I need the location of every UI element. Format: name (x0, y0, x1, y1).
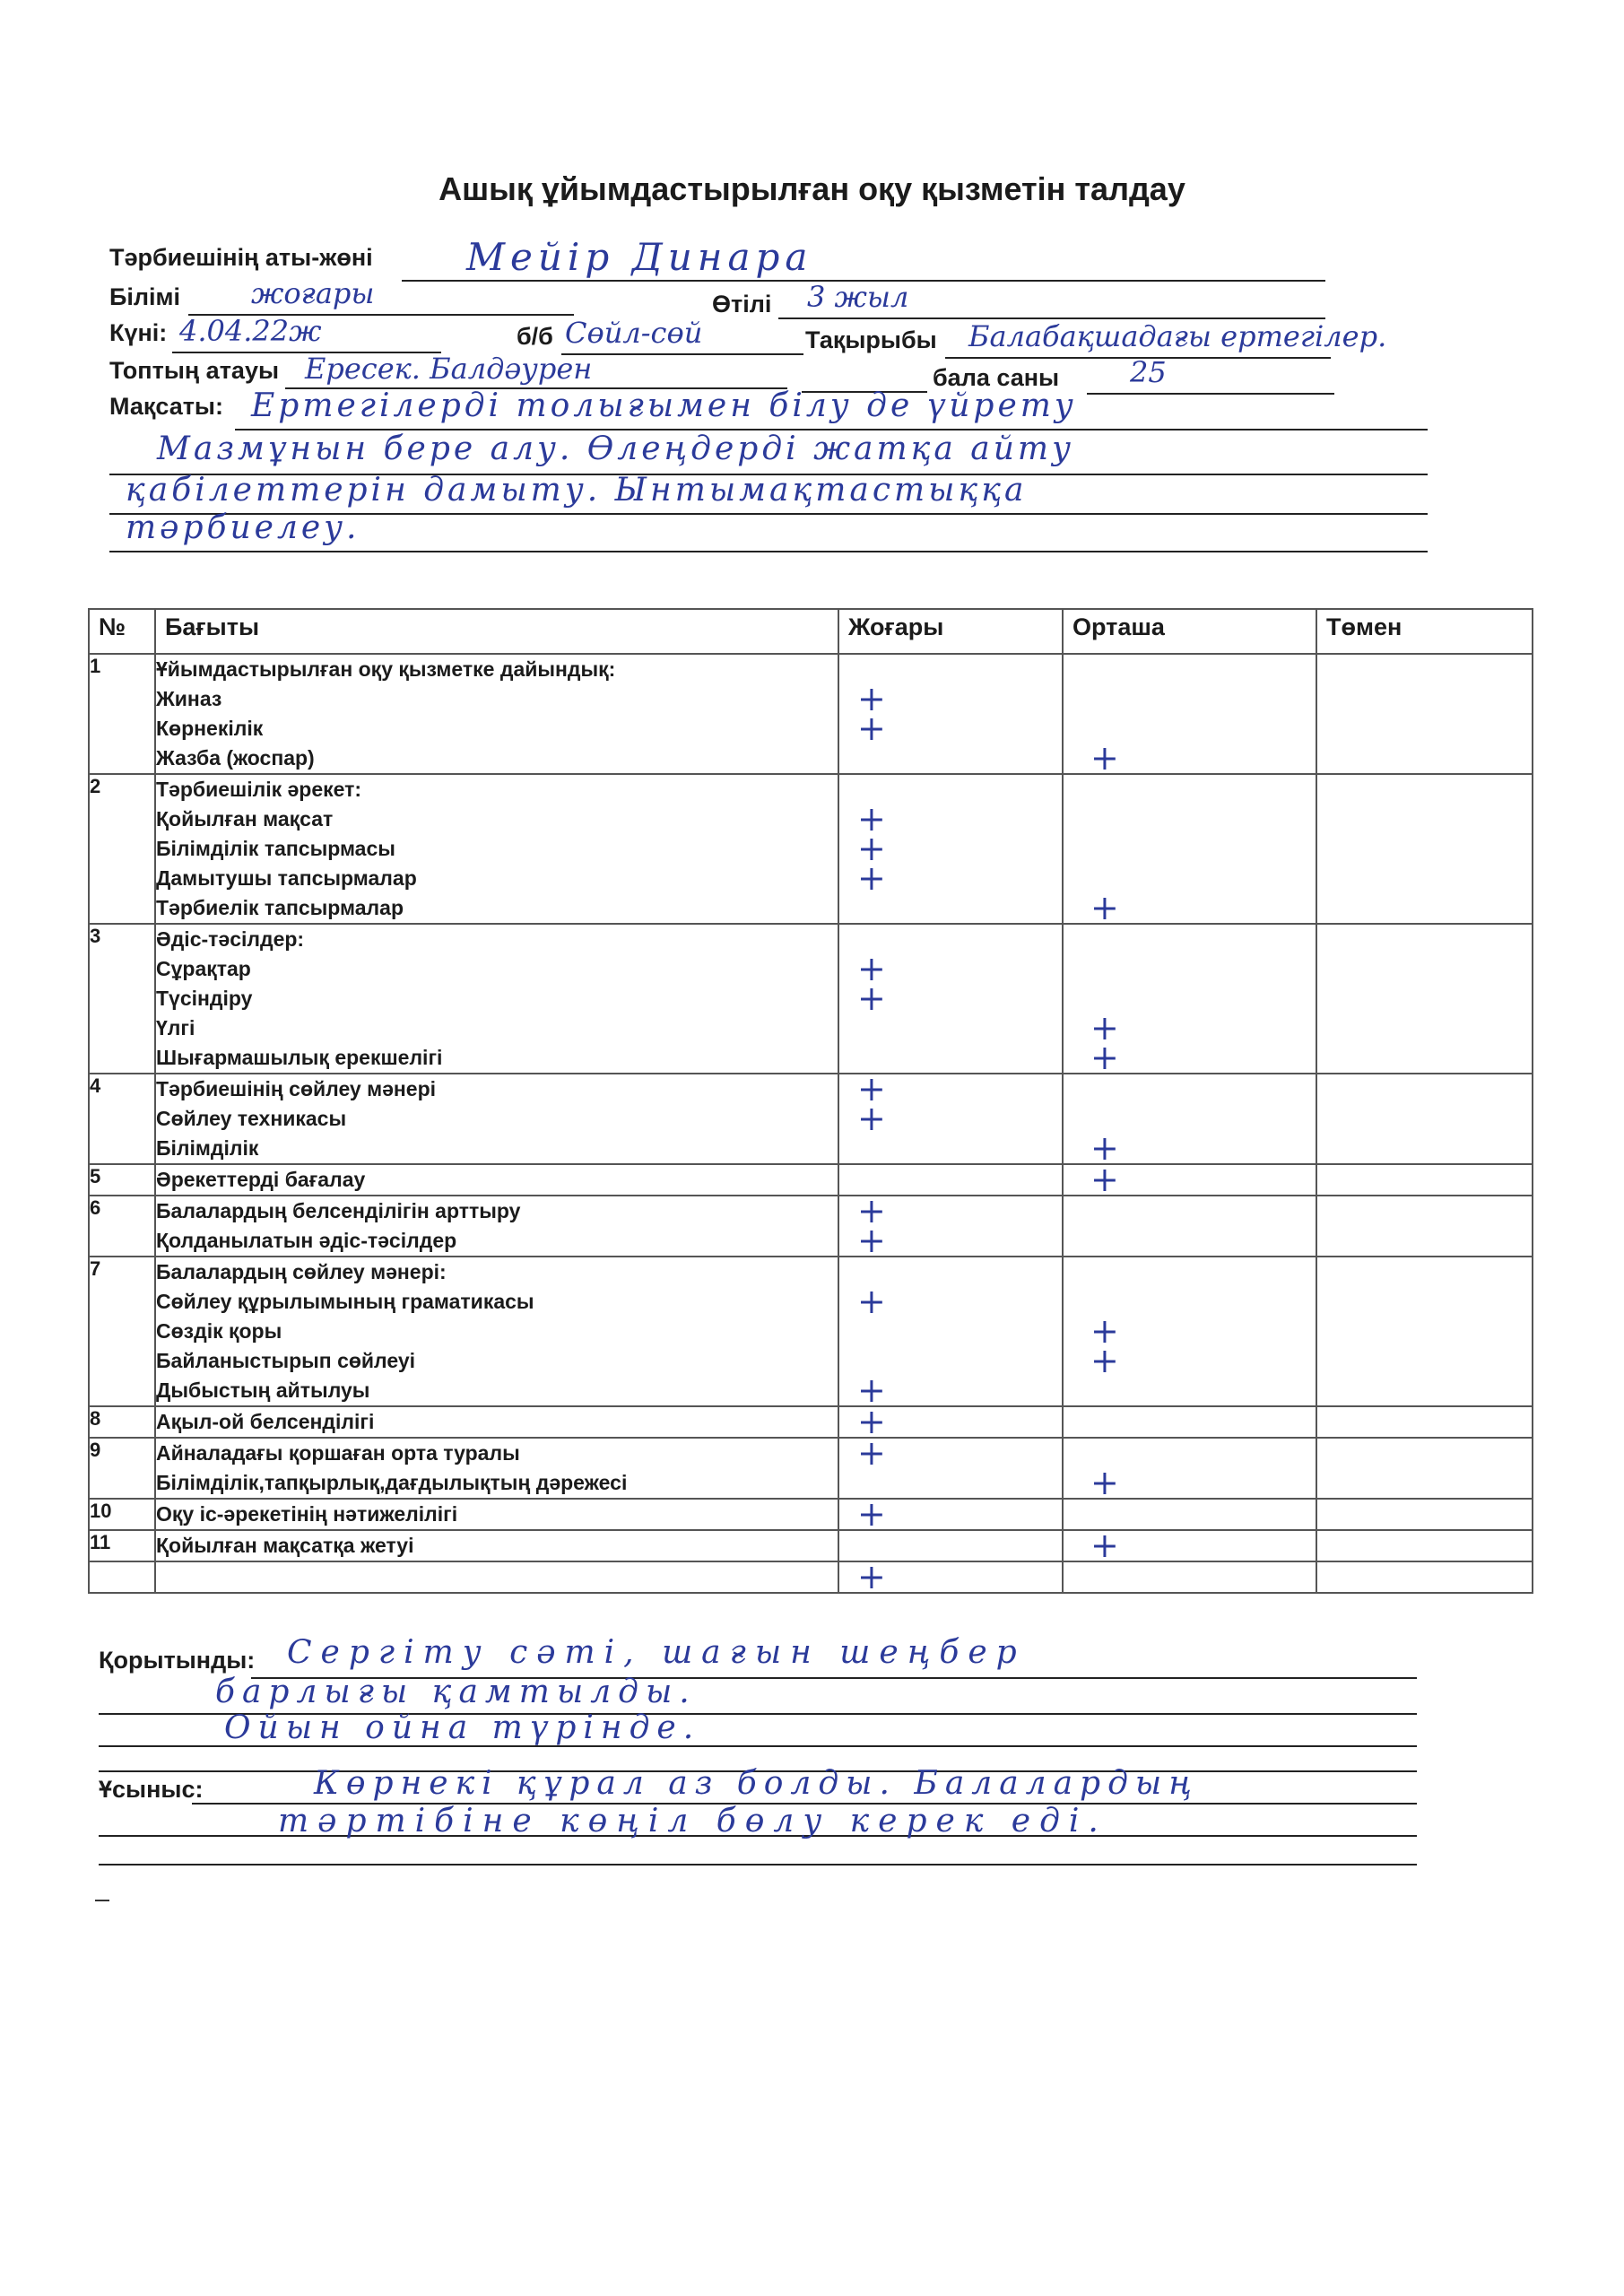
check-mark: + (857, 1069, 886, 1109)
direction-heading: Айналадағы қоршаған орта туралы (156, 1441, 520, 1465)
low-mark-cell (1316, 774, 1533, 924)
check-mark (1064, 684, 1316, 714)
row-number: 8 (89, 1406, 155, 1438)
area-label: б/б (517, 323, 553, 350)
check-mark: + (857, 799, 886, 839)
evaluation-table (88, 608, 1533, 1594)
check-mark (1064, 1074, 1316, 1104)
row-direction (155, 1257, 838, 1406)
check-mark (1064, 1562, 1316, 1592)
check-mark: + (857, 949, 886, 988)
header-direction: Бағыты (155, 609, 838, 654)
high-mark-cell (838, 1257, 1063, 1410)
low-mark-cell (1316, 1074, 1533, 1164)
date-label: Күні: (109, 319, 168, 346)
check-mark (1064, 775, 1316, 804)
header-high: Жоғары (838, 609, 1063, 654)
check-mark (1064, 1257, 1316, 1287)
high-mark-cell (838, 1433, 1063, 1499)
check-mark: + (1090, 1008, 1119, 1048)
check-mark: + (857, 679, 886, 718)
count-label: бала саны (933, 364, 1060, 391)
direction-heading: Оқу іс-әрекетінің нәтижелілігі (156, 1502, 458, 1526)
check-mark: + (857, 1402, 886, 1441)
date-value: 4.04.22ж (179, 314, 322, 348)
high-mark-cell (838, 924, 1063, 1074)
header-medium: Орташа (1063, 609, 1316, 654)
goal-line-2: Мазмұнын бере алу. Өлеңдерді жатқа айту (157, 430, 1074, 467)
direction-item: Тәрбиелік тапсырмалар (156, 896, 404, 919)
row-number: 6 (89, 1196, 155, 1257)
table-row (89, 1499, 1533, 1530)
medium-mark-cell (1063, 1196, 1316, 1257)
table-row (89, 1257, 1533, 1406)
medium-mark-cell (1063, 1526, 1316, 1565)
direction-item: Қойылған мақсат (156, 807, 334, 831)
margin-dash (95, 1900, 109, 1901)
group-value: Ересек. Балдәурен (305, 352, 593, 386)
suggestion-line-1: Көрнекі құрал аз болды. Балалардың (314, 1765, 1199, 1802)
check-mark: + (857, 829, 886, 868)
direction-item: Білімділік,тапқырлық,дағдылықтың дәрежесі (156, 1471, 628, 1494)
check-mark: + (857, 1557, 886, 1596)
topic-label: Тақырыбы (805, 326, 937, 353)
check-mark (1064, 1407, 1316, 1437)
table-row (89, 1164, 1533, 1196)
row-direction (155, 1499, 838, 1530)
check-mark: + (1090, 1160, 1119, 1199)
check-mark: + (857, 858, 886, 898)
goal-line-1: Ертегілерді толығымен білу де үйрету (251, 387, 1077, 424)
direction-item: Жазба (жоспар) (156, 746, 315, 770)
low-mark-cell (1316, 1530, 1533, 1561)
check-mark: + (857, 709, 886, 748)
row-number: 2 (89, 774, 155, 924)
check-mark: + (857, 1433, 886, 1473)
high-mark-cell (838, 1494, 1063, 1534)
high-mark-cell (838, 654, 1063, 774)
table-row (89, 1196, 1533, 1257)
check-mark: + (1090, 1526, 1119, 1565)
goal-line-4: тәрбиелеу. (126, 509, 360, 546)
row-direction (155, 654, 838, 774)
row-direction (155, 1561, 838, 1593)
direction-heading: Қойылған мақсатқа жетуі (156, 1534, 414, 1557)
teacher-value: Мейір Динара (466, 235, 813, 279)
medium-mark-cell (1063, 1074, 1316, 1168)
check-mark: + (1090, 1311, 1119, 1351)
direction-heading: Тәрбиешілік әрекет: (156, 778, 362, 801)
header-low: Төмен (1316, 609, 1533, 654)
header-number: № (89, 609, 155, 654)
table-row (89, 924, 1533, 1074)
check-mark (1064, 655, 1316, 684)
table-row (89, 1438, 1533, 1499)
table-body (89, 654, 1533, 1596)
row-direction (155, 1406, 838, 1438)
table-row (89, 774, 1533, 924)
high-mark-cell (838, 1557, 1063, 1596)
table-row (89, 1530, 1533, 1561)
low-mark-cell (1316, 1561, 1533, 1593)
direction-item: Сөйлеу құрылымының граматикасы (156, 1290, 534, 1313)
high-mark-cell (838, 774, 1063, 924)
conclusion-line-3: Ойын ойна түрінде. (224, 1709, 701, 1746)
direction-item: Сұрақтар (156, 957, 251, 980)
row-number (89, 1561, 155, 1593)
teacher-label: Тәрбиешінің аты-жөні (109, 244, 373, 271)
row-number: 9 (89, 1438, 155, 1499)
row-direction (155, 1164, 838, 1196)
direction-item: Сөйлеу техникасы (156, 1107, 347, 1130)
direction-heading: Әрекеттерді бағалау (156, 1168, 366, 1191)
medium-mark-cell (1063, 1438, 1316, 1502)
direction-heading: Ұйымдастырылған оқу қызметке дайындық: (156, 657, 616, 681)
table-row (89, 1561, 1533, 1593)
area-underline (561, 353, 803, 355)
low-mark-cell (1316, 1406, 1533, 1438)
table-row (89, 654, 1533, 774)
suggestion-label: Ұсыныс: (99, 1776, 204, 1803)
check-mark (1064, 834, 1316, 864)
medium-mark-cell (1063, 924, 1316, 1077)
suggestion-underline-3 (99, 1864, 1417, 1866)
check-mark: + (857, 1191, 886, 1231)
low-mark-cell (1316, 654, 1533, 774)
table-row (89, 1406, 1533, 1438)
check-mark (1064, 804, 1316, 834)
low-mark-cell (1316, 1499, 1533, 1530)
goal-underline-4 (109, 551, 1428, 552)
direction-item: Сөздік қоры (156, 1319, 282, 1343)
table-header-row (89, 609, 1533, 654)
check-mark: + (1090, 888, 1119, 927)
row-number: 1 (89, 654, 155, 774)
experience-label: Өтілі (712, 291, 772, 317)
table-row (89, 1074, 1533, 1164)
conclusion-line-1: Сергіту сәті, шағын шеңбер (287, 1634, 1026, 1671)
medium-mark-cell (1063, 1257, 1316, 1406)
direction-item: Шығармашылық ерекшелігі (156, 1046, 443, 1069)
check-mark: + (1090, 738, 1119, 778)
check-mark (1064, 1196, 1316, 1226)
direction-item: Жиназ (156, 687, 222, 710)
check-mark (1064, 925, 1316, 954)
direction-item: Көрнекілік (156, 717, 264, 740)
check-mark: + (857, 978, 886, 1018)
row-direction (155, 1530, 838, 1561)
direction-item: Білімділік тапсырмасы (156, 837, 395, 860)
low-mark-cell (1316, 1196, 1533, 1257)
count-underline (1087, 393, 1334, 395)
row-direction (155, 1074, 838, 1164)
check-mark (1064, 954, 1316, 984)
check-mark: + (857, 1370, 886, 1410)
check-mark: + (1090, 1341, 1119, 1380)
high-mark-cell (838, 1191, 1063, 1260)
row-number: 11 (89, 1530, 155, 1561)
check-mark: + (1090, 1463, 1119, 1502)
row-direction (155, 774, 838, 924)
medium-mark-cell (1063, 654, 1316, 778)
low-mark-cell (1316, 924, 1533, 1074)
low-mark-cell (1316, 1438, 1533, 1499)
count-value: 25 (1130, 355, 1167, 389)
conclusion-label: Қорытынды: (99, 1647, 256, 1674)
check-mark: + (1090, 1128, 1119, 1168)
check-mark: + (857, 1221, 886, 1260)
row-number: 5 (89, 1164, 155, 1196)
row-direction (155, 1196, 838, 1257)
medium-mark-cell (1063, 1406, 1316, 1438)
group-label: Топтың атауы (109, 357, 280, 384)
experience-value: 3 жыл (807, 280, 909, 314)
direction-heading: Балалардың сөйлеу мәнері: (156, 1260, 447, 1283)
row-number: 10 (89, 1499, 155, 1530)
direction-item: Қолданылатын әдіс-тәсілдер (156, 1229, 457, 1252)
direction-item: Байланыстырып сөйлеуі (156, 1349, 416, 1372)
medium-mark-cell (1063, 774, 1316, 927)
direction-item: Түсіндіру (156, 987, 253, 1010)
direction-heading: Тәрбиешінің сөйлеу мәнері (156, 1077, 437, 1100)
education-value: жоғары (251, 276, 375, 310)
goal-label: Мақсаты: (109, 393, 223, 420)
direction-item: Үлгі (156, 1016, 195, 1039)
conclusion-line-2: барлығы қамтылды. (215, 1674, 697, 1710)
direction-heading (156, 1562, 838, 1592)
direction-item: Білімділік (156, 1136, 259, 1160)
goal-line-3: қабілеттерін дамыту. Ынтымақтастыққа (126, 472, 1028, 509)
check-mark: + (857, 1099, 886, 1138)
direction-heading: Ақыл-ой белсенділігі (156, 1410, 375, 1433)
high-mark-cell (838, 1069, 1063, 1164)
row-number: 4 (89, 1074, 155, 1164)
row-number: 3 (89, 924, 155, 1074)
row-number: 7 (89, 1257, 155, 1406)
check-mark: + (857, 1282, 886, 1321)
area-value: Сөйл-сөй (565, 316, 703, 350)
page-title: Ашық ұйымдастырылған оқу қызметін талдау (439, 170, 1185, 207)
direction-item: Дамытушы тапсырмалар (156, 866, 417, 890)
suggestion-line-2: тәртібіне көңіл бөлу керек еді. (278, 1803, 1107, 1839)
education-label: Білімі (109, 283, 181, 310)
medium-mark-cell (1063, 1561, 1316, 1593)
row-direction (155, 1438, 838, 1499)
check-mark: + (1090, 1038, 1119, 1077)
check-mark: + (857, 1494, 886, 1534)
direction-heading: Балалардың белсенділігін арттыру (156, 1199, 521, 1222)
direction-item: Дыбыстың айтылуы (156, 1378, 370, 1402)
topic-value: Балабақшадағы ертегілер. (968, 319, 1387, 353)
check-mark (1064, 1226, 1316, 1256)
direction-heading: Әдіс-тәсілдер: (156, 927, 305, 951)
low-mark-cell (1316, 1257, 1533, 1406)
medium-mark-cell (1063, 1160, 1316, 1199)
row-direction (155, 924, 838, 1074)
low-mark-cell (1316, 1164, 1533, 1196)
